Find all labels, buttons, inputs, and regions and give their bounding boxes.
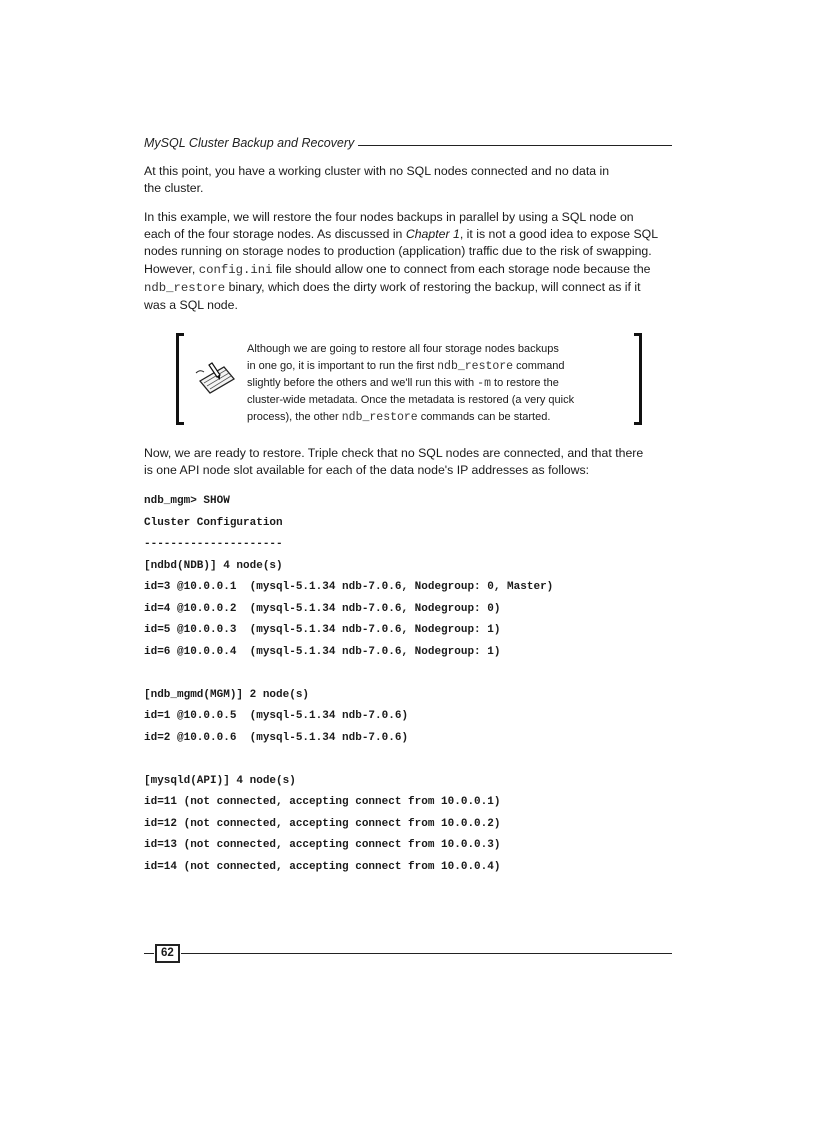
footer-rule-left [144, 953, 154, 954]
inline-code-config-ini: config.ini [198, 262, 273, 277]
paragraph-line: each of the four storage nodes. As discussed in [144, 227, 406, 242]
note-line: in one go, it is important to run the first [247, 360, 438, 372]
note-box [176, 333, 642, 425]
running-header-title: MySQL Cluster Backup and Recovery [144, 136, 355, 150]
inline-code-ndb-restore: ndb_restore [144, 280, 226, 295]
page-footer [144, 943, 672, 963]
note-line: process), the other [247, 411, 342, 423]
inline-code-ndb-restore: ndb_restore [341, 411, 418, 424]
note-bracket-left [176, 333, 184, 425]
code-line: [ndb_mgmd(MGM)] 2 node(s) [144, 688, 310, 701]
note-text [247, 341, 617, 426]
paragraph-restore-plan [144, 209, 664, 314]
paragraph-line: In this example, we will restore the four nodes backups in parallel by using a SQL node on [144, 210, 634, 224]
code-line: id=14 (not connected, accepting connect from 10.0.0.4) [144, 860, 501, 873]
note-line: slightly before the others and we'll run this with [247, 377, 478, 389]
pencil-note-icon [194, 359, 238, 397]
code-line: Cluster Configuration [144, 516, 283, 529]
note-line: commands can be started. [417, 411, 551, 423]
paragraph-intro [144, 163, 664, 197]
code-line [144, 663, 664, 685]
header-rule [358, 145, 672, 146]
code-line: id=2 @10.0.0.6 (mysql-5.1.34 ndb-7.0.6) [144, 731, 409, 744]
page-number: 62 [155, 944, 180, 963]
code-line [144, 749, 664, 771]
code-line: id=11 (not connected, accepting connect from 10.0.0.1) [144, 796, 501, 808]
code-line: id=5 @10.0.0.3 (mysql-5.1.34 ndb-7.0.6, Nodegroup: 1) [144, 624, 501, 636]
code-line: [mysqld(API)] 4 node(s) [144, 774, 296, 787]
footer-rule [181, 953, 672, 954]
paragraph-line: the cluster. [144, 181, 204, 196]
note-line: Although we are going to restore all four storage nodes backups [247, 343, 559, 355]
chapter-reference: Chapter 1 [405, 227, 460, 242]
code-line: id=12 (not connected, accepting connect from 10.0.0.2) [144, 817, 501, 830]
paragraph-line: However, [144, 261, 199, 276]
code-line: ndb_mgm> SHOW [144, 495, 230, 507]
paragraph-line: is one API node slot available for each of the data node's IP addresses as follows: [144, 463, 590, 478]
paragraph-line: , it is not a good idea to expose SQL [459, 227, 659, 242]
inline-code-ndb-restore: ndb_restore [437, 360, 514, 373]
paragraph-line: nodes running on storage nodes to production (application) traffic due to the risk of swapping. [144, 244, 652, 259]
code-line: [ndbd(NDB)] 4 node(s) [144, 559, 283, 572]
inline-code-m-flag: -m [477, 377, 491, 390]
note-bracket-right [634, 333, 642, 425]
code-line: id=3 @10.0.0.1 (mysql-5.1.34 ndb-7.0.6, Nodegroup: 0, Master) [144, 581, 554, 593]
code-line: id=1 @10.0.0.5 (mysql-5.1.34 ndb-7.0.6) [144, 710, 409, 722]
code-line: id=4 @10.0.0.2 (mysql-5.1.34 ndb-7.0.6, Nodegroup: 0) [144, 602, 501, 615]
running-header [144, 134, 672, 152]
note-line: command [513, 360, 565, 372]
code-line: id=13 (not connected, accepting connect from 10.0.0.3) [144, 839, 501, 851]
note-line: to restore the [490, 377, 559, 389]
code-block-ndb-mgm-show [144, 491, 664, 878]
paragraph-line: At this point, you have a working cluster with no SQL nodes connected and no data in [144, 164, 610, 178]
paragraph-ready-to-restore [144, 445, 664, 479]
paragraph-line: file should allow one to connect from each storage node because the [272, 261, 651, 276]
paragraph-line: binary, which does the dirty work of restoring the backup, will connect as if it [225, 279, 641, 294]
code-line: --------------------- [144, 538, 283, 550]
paragraph-line: was a SQL node. [144, 298, 238, 313]
paragraph-line: Now, we are ready to restore. Triple check that no SQL nodes are connected, and that there [144, 446, 644, 460]
note-line: cluster-wide metadata. Once the metadata is restored (a very quick [247, 394, 575, 406]
code-line: id=6 @10.0.0.4 (mysql-5.1.34 ndb-7.0.6, Nodegroup: 1) [144, 645, 501, 658]
